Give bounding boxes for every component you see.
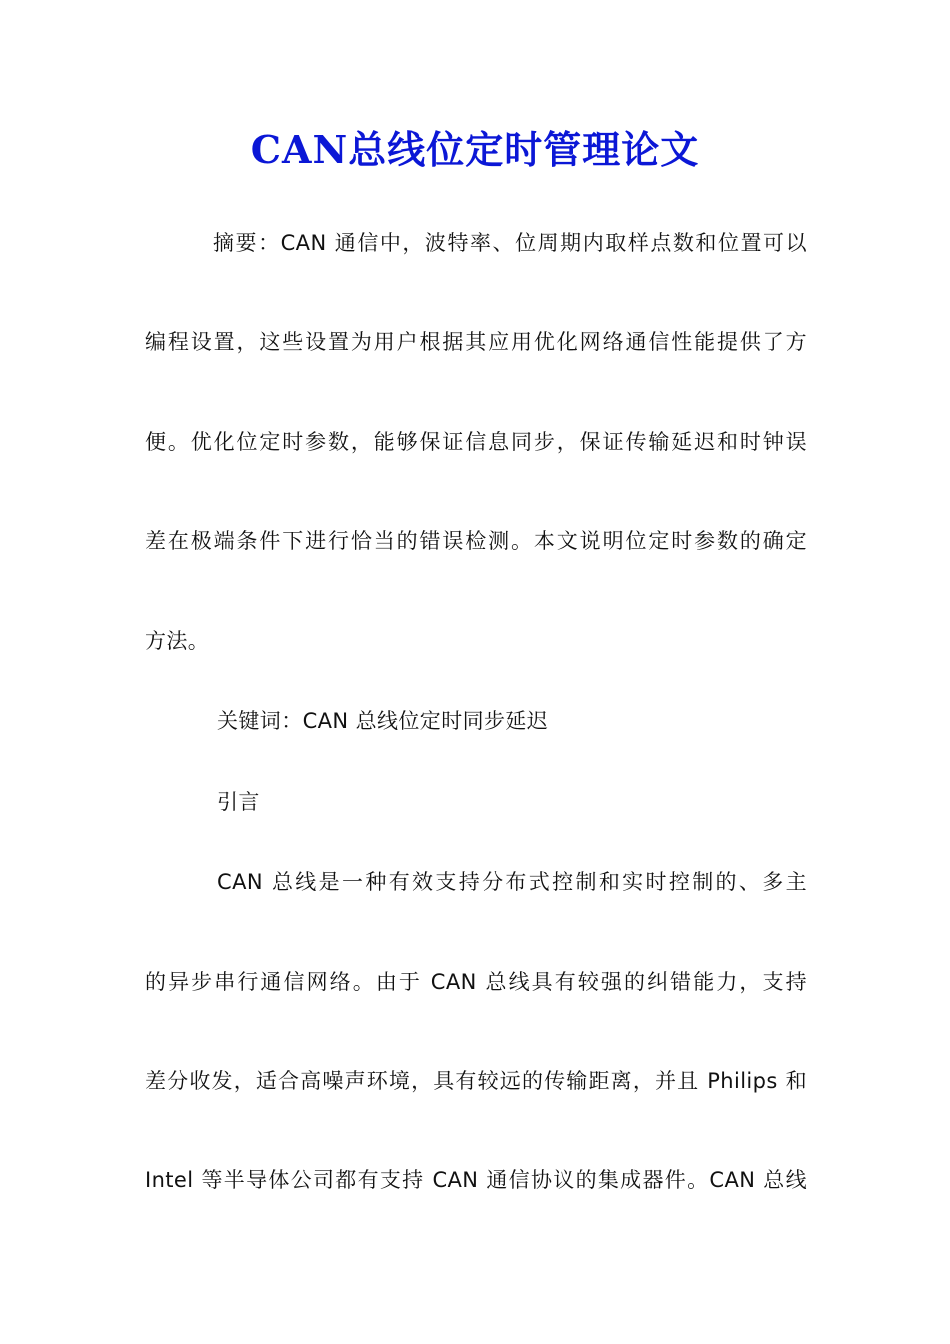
abstract-line-1: 摘要：CAN 通信中，波特率、位周期内取样点数和位置可以	[213, 231, 807, 255]
intro-line-4: Intel 等半导体公司都有支持 CAN 通信协议的集成器件。CAN 总线	[145, 1168, 807, 1192]
document-title: CAN总线位定时管理论文	[250, 127, 700, 172]
abstract-line-3: 便。优化位定时参数，能够保证信息同步，保证传输延迟和时钟误	[145, 430, 807, 454]
intro-line-2: 的异步串行通信网络。由于 CAN 总线具有较强的纠错能力，支持	[145, 970, 807, 994]
keywords-line: 关键词：CAN 总线位定时同步延迟	[217, 709, 549, 733]
section-heading: 引言	[217, 790, 260, 814]
intro-line-3: 差分收发，适合高噪声环境，具有较远的传输距离，并且 Philips 和	[145, 1069, 807, 1093]
intro-line-1: CAN 总线是一种有效支持分布式控制和实时控制的、多主	[217, 870, 807, 894]
abstract-line-2: 编程设置，这些设置为用户根据其应用优化网络通信性能提供了方	[145, 330, 807, 354]
abstract-line-5: 方法。	[145, 629, 210, 653]
abstract-line-4: 差在极端条件下进行恰当的错误检测。本文说明位定时参数的确定	[145, 529, 807, 553]
